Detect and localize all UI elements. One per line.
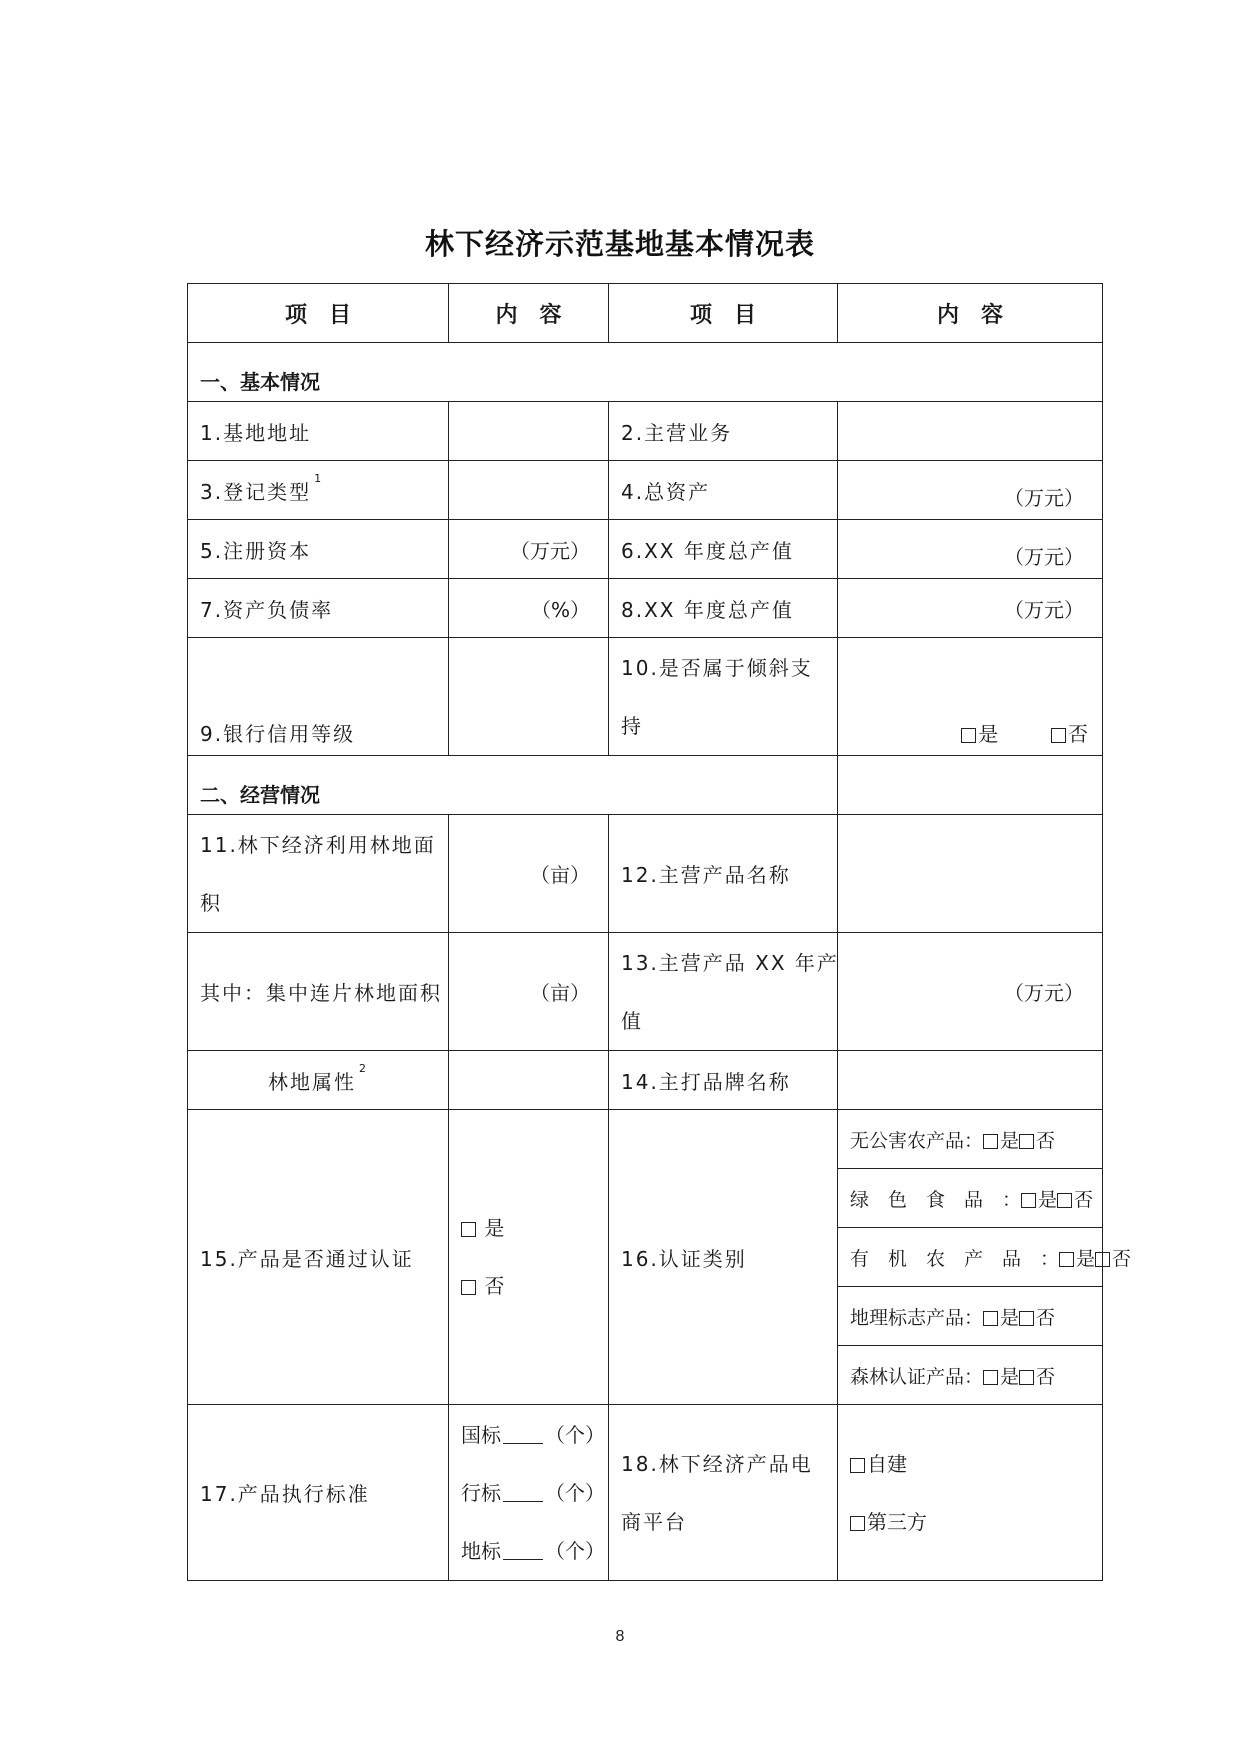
- value-brand-name[interactable]: [838, 1051, 1103, 1110]
- value-registration-type[interactable]: [449, 461, 609, 520]
- label-land-attribute: [188, 1051, 449, 1110]
- blank-local[interactable]: [503, 1541, 543, 1560]
- unit-percent: （%）: [530, 597, 590, 622]
- label-annual-output-8: 8.XX 年度总产值: [609, 579, 838, 638]
- unit-mu: （亩）: [530, 863, 590, 887]
- label-preferential-support: [609, 638, 838, 756]
- checkbox-yes[interactable]: [961, 728, 976, 743]
- checkbox-no-label: 否: [1112, 1247, 1132, 1270]
- checkbox-no[interactable]: [1019, 1370, 1034, 1385]
- std-local: 地标: [461, 1538, 501, 1563]
- basic-info-table: [187, 283, 1132, 1581]
- label-land-attribute-text: 林地属性: [268, 1069, 356, 1094]
- checkbox-yes-label: 是: [1000, 1306, 1020, 1329]
- checkbox-no-label: 否: [1074, 1188, 1094, 1211]
- checkbox-third-party[interactable]: [850, 1516, 865, 1531]
- page-title: 林下经济示范基地基本情况表: [424, 227, 815, 261]
- unit-ge: （个）: [545, 1480, 605, 1505]
- checkbox-no-label: 否: [484, 1274, 505, 1298]
- label-ecommerce-platform: [609, 1405, 838, 1581]
- checkbox-yes[interactable]: [1021, 1193, 1036, 1208]
- blank-national[interactable]: [503, 1425, 543, 1444]
- section-operations: 二、经营情况: [188, 756, 838, 815]
- checkbox-third-party-label: 第三方: [867, 1509, 927, 1534]
- section-operations-blank: [838, 756, 1103, 815]
- value-bank-credit[interactable]: [449, 638, 609, 756]
- unit-wanyuan: （万元）: [1004, 486, 1084, 510]
- header-item-2: 项 目: [609, 284, 838, 343]
- label-main-business: 2.主营业务: [609, 402, 838, 461]
- label-forest-land-area-line1: 11.林下经济利用林地面: [200, 832, 436, 857]
- value-main-product-name[interactable]: [838, 815, 1103, 933]
- label-ecommerce-platform-line2: 商平台: [621, 1509, 687, 1534]
- std-industry: 行标: [461, 1480, 501, 1505]
- label-certified: 15.产品是否通过认证: [188, 1110, 449, 1405]
- label-registration-type: [188, 461, 449, 520]
- page-number: 8: [615, 1628, 625, 1645]
- cert-pollution-free: [838, 1110, 1103, 1169]
- value-forest-land-area[interactable]: [449, 815, 609, 933]
- label-main-product-output-line1: 13.主营产品 XX 年产: [621, 950, 839, 975]
- std-national: 国标: [461, 1422, 501, 1447]
- checkbox-yes[interactable]: [983, 1370, 998, 1385]
- header-content-1: 内 容: [449, 284, 609, 343]
- value-certified: [449, 1110, 609, 1405]
- unit-ge: （个）: [545, 1538, 605, 1563]
- label-base-address: 1.基地地址: [188, 402, 449, 461]
- checkbox-yes[interactable]: [983, 1134, 998, 1149]
- checkbox-no-label: 否: [1036, 1129, 1056, 1152]
- label-preferential-support-line1: 10.是否属于倾斜支: [621, 655, 813, 680]
- blank-industry[interactable]: [503, 1483, 543, 1502]
- header-item-1: 项 目: [188, 284, 449, 343]
- checkbox-no-label: 否: [1036, 1365, 1056, 1388]
- checkbox-yes-label: 是: [1000, 1365, 1020, 1388]
- checkbox-yes-label: 是: [1076, 1247, 1096, 1270]
- label-contiguous-land-area: 其中：集中连片林地面积: [188, 933, 449, 1051]
- label-preferential-support-line2: 持: [621, 713, 643, 738]
- label-main-product-output: [609, 933, 838, 1051]
- checkbox-no-label: 否: [1036, 1306, 1056, 1329]
- cert-name: 地理标志产品：: [850, 1306, 984, 1329]
- cert-name: 有 机 农 产 品 ：: [850, 1247, 1060, 1270]
- value-main-product-output[interactable]: [838, 933, 1103, 1051]
- label-brand-name: 14.主打品牌名称: [609, 1051, 838, 1110]
- unit-wanyuan: （万元）: [1004, 981, 1084, 1005]
- checkbox-yes[interactable]: [461, 1222, 476, 1237]
- unit-mu: （亩）: [530, 981, 590, 1005]
- checkbox-no[interactable]: [1051, 728, 1066, 743]
- label-registered-capital: 5.注册资本: [188, 520, 449, 579]
- label-forest-land-area-line2: 积: [200, 890, 222, 915]
- unit-wanyuan: （万元）: [1004, 545, 1084, 569]
- label-debt-ratio: 7.资产负债率: [188, 579, 449, 638]
- label-main-product-output-line2: 值: [621, 1008, 643, 1033]
- value-base-address[interactable]: [449, 402, 609, 461]
- value-land-attribute[interactable]: [449, 1051, 609, 1110]
- label-registration-type-text: 3.登记类型: [200, 479, 312, 504]
- unit-wanyuan: （万元）: [510, 538, 590, 563]
- label-product-standard: 17.产品执行标准: [188, 1405, 449, 1581]
- checkbox-yes[interactable]: [983, 1311, 998, 1326]
- checkbox-no[interactable]: [461, 1280, 476, 1295]
- header-row: [188, 284, 1103, 343]
- value-total-assets[interactable]: [838, 461, 1103, 520]
- label-total-assets: 4.总资产: [609, 461, 838, 520]
- checkbox-self-built-label: 自建: [867, 1451, 907, 1476]
- cert-forest: [838, 1346, 1103, 1405]
- header-content-2: 内 容: [838, 284, 1103, 343]
- section-basic-info: 一、基本情况: [188, 343, 1103, 402]
- unit-wanyuan: （万元）: [1004, 597, 1084, 622]
- value-product-standard: [449, 1405, 609, 1581]
- checkbox-yes-label: 是: [1038, 1188, 1058, 1211]
- cert-name: 森林认证产品：: [850, 1365, 984, 1388]
- label-main-product-name: 12.主营产品名称: [609, 815, 838, 933]
- cert-name: 绿 色 食 品 ：: [850, 1188, 1022, 1211]
- checkbox-no-label: 否: [1068, 722, 1088, 746]
- value-annual-output-6[interactable]: [838, 520, 1103, 579]
- checkbox-yes-label: 是: [484, 1216, 505, 1240]
- value-registered-capital[interactable]: [449, 520, 609, 579]
- value-annual-output-8[interactable]: [838, 579, 1103, 638]
- label-ecommerce-platform-line1: 18.林下经济产品电: [621, 1451, 813, 1476]
- value-main-business[interactable]: [838, 402, 1103, 461]
- cert-organic: [838, 1228, 1132, 1287]
- checkbox-yes[interactable]: [1059, 1252, 1074, 1267]
- value-preferential-support: [838, 638, 1103, 756]
- value-contiguous-land-area[interactable]: [449, 933, 609, 1051]
- checkbox-no[interactable]: [1095, 1252, 1110, 1267]
- checkbox-self-built[interactable]: [850, 1458, 865, 1473]
- label-cert-category: 16.认证类别: [609, 1110, 838, 1405]
- checkbox-yes-label: 是: [1000, 1129, 1020, 1152]
- value-ecommerce-platform: [838, 1405, 1103, 1581]
- cert-geographic: [838, 1287, 1103, 1346]
- footnote-2: 2: [359, 1061, 368, 1075]
- cert-name: 无公害农产品：: [850, 1129, 984, 1152]
- cert-green-food: [838, 1169, 1103, 1228]
- footnote-1: 1: [314, 471, 324, 485]
- checkbox-no[interactable]: [1057, 1193, 1072, 1208]
- unit-ge: （个）: [545, 1422, 605, 1447]
- label-annual-output-6: 6.XX 年度总产值: [609, 520, 838, 579]
- value-debt-ratio[interactable]: [449, 579, 609, 638]
- checkbox-no[interactable]: [1019, 1134, 1034, 1149]
- label-bank-credit: 9.银行信用等级: [188, 638, 449, 756]
- checkbox-no[interactable]: [1019, 1311, 1034, 1326]
- label-forest-land-area: [188, 815, 449, 933]
- checkbox-yes-label: 是: [978, 722, 999, 746]
